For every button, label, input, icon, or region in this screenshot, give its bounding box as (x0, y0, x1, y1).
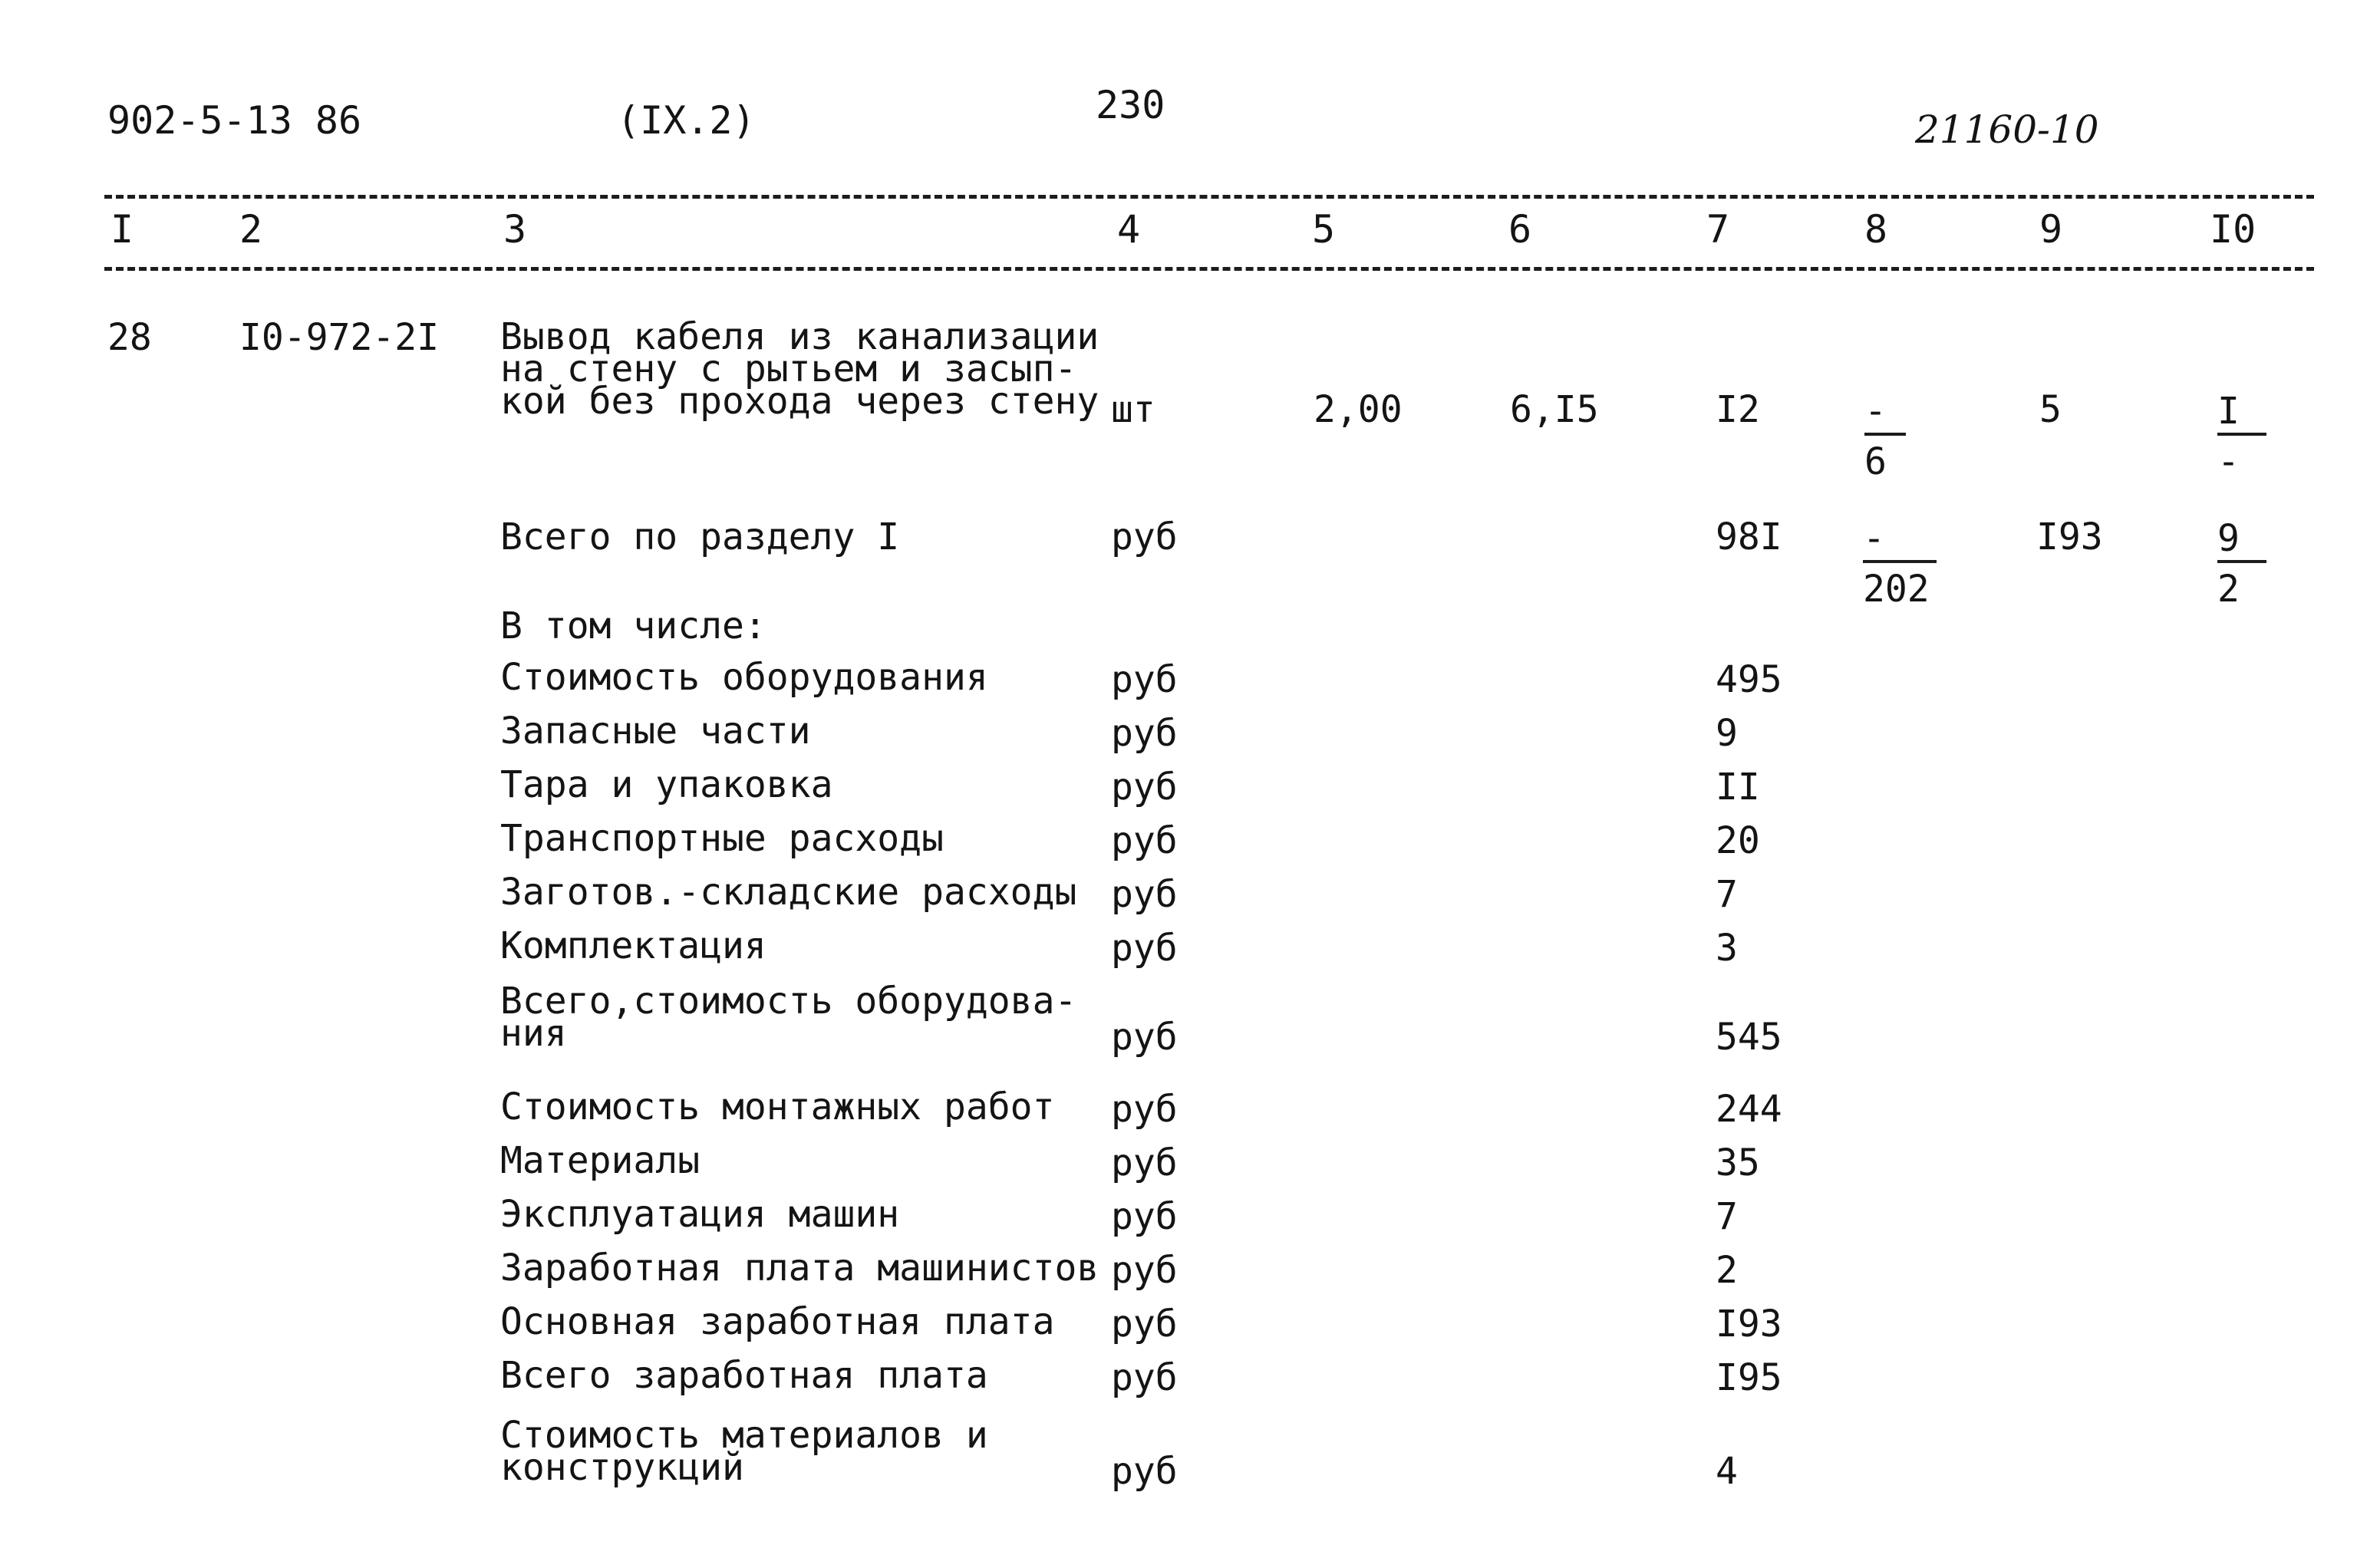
breakdown-unit: руб (1111, 1249, 1178, 1292)
breakdown-unit: руб (1111, 1088, 1178, 1131)
item-col7: I2 (1716, 388, 1760, 431)
fraction-bar (1863, 560, 1937, 563)
breakdown-value: 495 (1716, 658, 1782, 701)
breakdown-label: Материалы (500, 1139, 701, 1182)
breakdown-unit: руб (1111, 712, 1178, 755)
column-number: 5 (1312, 207, 1336, 252)
item-description-line: на стену с рытьем и засып- (500, 348, 1077, 390)
breakdown-value: 7 (1716, 1195, 1738, 1238)
breakdown-label: Тара и упаковка (500, 763, 833, 806)
column-number: 9 (2039, 207, 2063, 252)
item-col10-top: I (2217, 390, 2240, 433)
breakdown-unit: руб (1111, 766, 1178, 809)
fraction-bar (2217, 433, 2266, 436)
breakdown-unit: руб (1111, 873, 1178, 916)
archive-number: 21160-10 (1915, 107, 2099, 152)
breakdown-unit: руб (1111, 1356, 1178, 1399)
breakdown-value: 2 (1716, 1249, 1738, 1292)
item-col10-fraction (2217, 390, 2266, 483)
breakdown-label: Всего,стоимость оборудова- ния (500, 980, 1077, 1055)
breakdown-value: II (1716, 766, 1760, 809)
item-col8-top: - (1864, 390, 1887, 433)
column-number: 6 (1508, 207, 1532, 252)
breakdown-label: Заготов.-складские расходы (500, 871, 1077, 914)
item-col9: 5 (2039, 388, 2062, 431)
breakdown-value: 4 (1716, 1450, 1738, 1493)
column-number: I0 (2210, 207, 2256, 252)
total-col8-fraction (1863, 517, 1937, 611)
header-bottom-rule (104, 267, 2314, 271)
breakdown-unit: руб (1111, 927, 1178, 970)
item-col10-bottom: - (2217, 440, 2240, 483)
column-number: 4 (1117, 207, 1141, 252)
breakdown-label: Стоимость оборудования (500, 656, 988, 699)
breakdown-value: 20 (1716, 819, 1760, 862)
total-col10-fraction (2217, 517, 2266, 611)
item-col8-bottom: 6 (1864, 440, 1887, 483)
breakdown-unit: руб (1111, 1303, 1178, 1346)
breakdown-unit: руб (1111, 1195, 1178, 1238)
breakdown-label: Эксплуатация машин (500, 1193, 900, 1236)
breakdown-value: I93 (1716, 1303, 1782, 1346)
breakdown-value: 7 (1716, 873, 1738, 916)
document-code: 902-5-13 86 (107, 98, 362, 143)
breakdown-unit: руб (1111, 1141, 1178, 1184)
fraction-bar (2217, 560, 2266, 563)
breakdown-value: 9 (1716, 712, 1738, 755)
page-number: 230 (1096, 83, 1165, 127)
breakdown-value: 545 (1716, 1016, 1782, 1059)
breakdown-label: Транспортные расходы (500, 817, 944, 860)
item-description-line: Вывод кабеля из канализации (500, 315, 1099, 358)
item-col8-fraction (1864, 390, 1906, 483)
section-code: (IX.2) (617, 98, 756, 143)
total-col10-top: 9 (2217, 517, 2240, 560)
item-col5: 2,00 (1314, 388, 1403, 431)
breakdown-label: Основная заработная плата (500, 1300, 1055, 1343)
column-number: 3 (503, 207, 527, 252)
total-col8-bottom: 202 (1863, 568, 1930, 611)
total-col7: 98I (1716, 516, 1782, 558)
header-top-rule (104, 195, 2314, 199)
breakdown-label: Запасные части (500, 710, 811, 753)
breakdown-unit: руб (1111, 819, 1178, 862)
total-label: Всего по разделу I (500, 516, 900, 558)
fraction-bar (1864, 433, 1906, 436)
item-number: 28 (107, 316, 152, 359)
breakdown-unit: руб (1111, 1016, 1178, 1059)
total-col10-bottom: 2 (2217, 568, 2240, 611)
breakdown-value: 3 (1716, 927, 1738, 970)
item-unit: шт (1111, 388, 1155, 431)
breakdown-value: I95 (1716, 1356, 1782, 1399)
breakdown-unit: руб (1111, 658, 1178, 701)
including-label: В том числе: (500, 604, 766, 647)
breakdown-label: Стоимость материалов и конструкций (500, 1414, 988, 1489)
total-unit: руб (1111, 516, 1178, 558)
item-description-line: кой без прохода через стену (500, 380, 1099, 423)
column-number: I (110, 207, 134, 252)
breakdown-label: Комплектация (500, 924, 766, 967)
column-number: 2 (239, 207, 263, 252)
total-col8-top: - (1863, 517, 1885, 560)
column-number: 7 (1706, 207, 1730, 252)
breakdown-value: 244 (1716, 1088, 1782, 1131)
item-code: I0-972-2I (239, 316, 440, 359)
total-col9: I93 (2036, 516, 2103, 558)
breakdown-unit: руб (1111, 1450, 1178, 1493)
column-number: 8 (1864, 207, 1888, 252)
breakdown-value: 35 (1716, 1141, 1760, 1184)
breakdown-label: Всего заработная плата (500, 1354, 988, 1397)
item-col6: 6,I5 (1510, 388, 1599, 431)
breakdown-label: Заработная плата машинистов (500, 1247, 1099, 1290)
breakdown-label: Стоимость монтажных работ (500, 1085, 1055, 1128)
